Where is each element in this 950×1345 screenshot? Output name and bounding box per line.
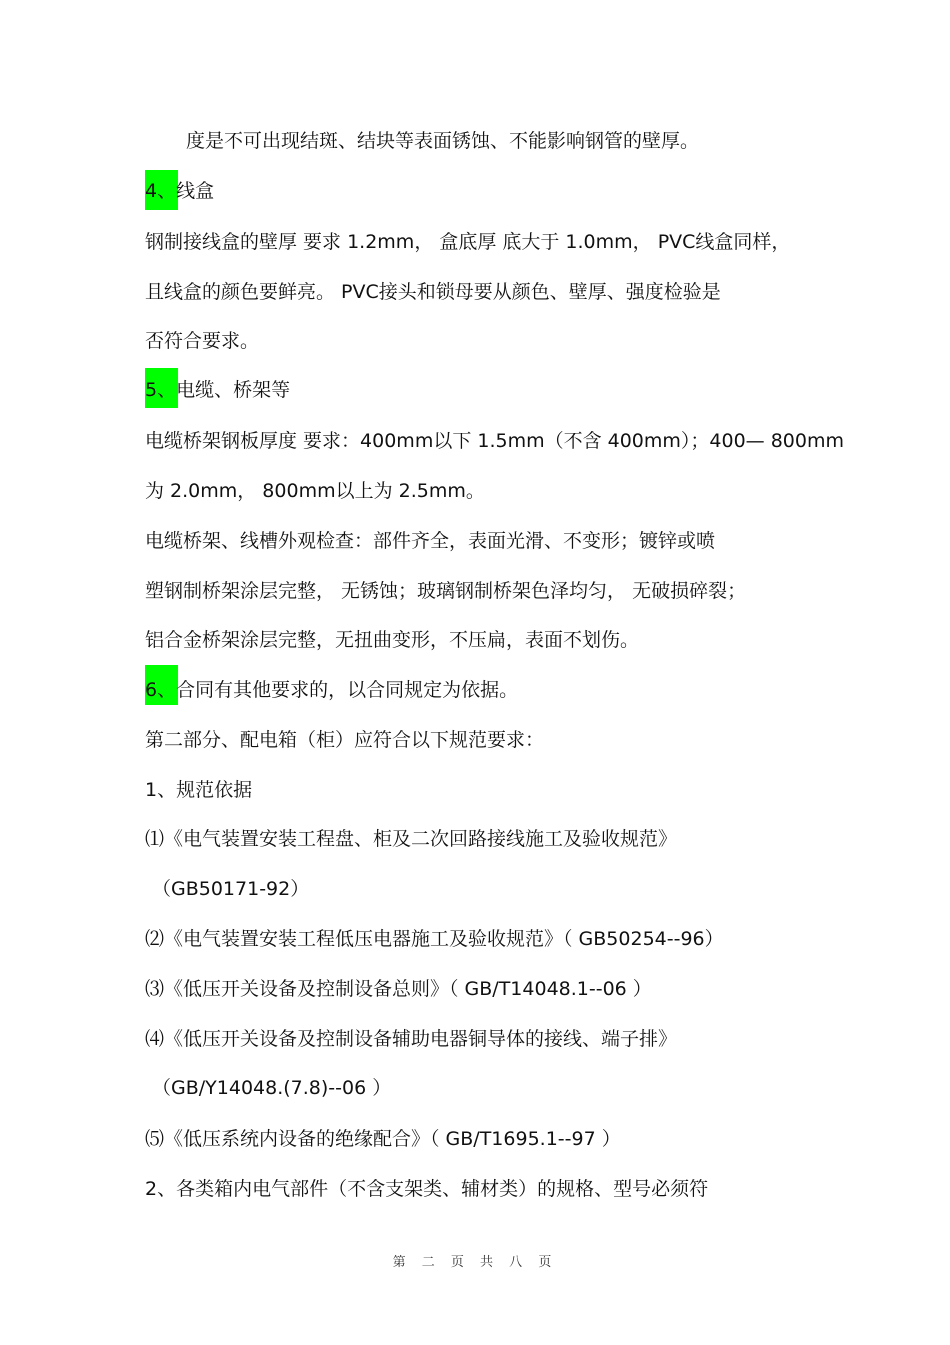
- section-heading-5: 5、电缆、桥架等: [145, 379, 291, 401]
- standard-code: （GB/Y14048.(7.8)--06 ）: [152, 1077, 392, 1099]
- paragraph-line: 电缆桥架、线槽外观检查：部件齐全，表面光滑、不变形；镀锌或喷: [145, 530, 716, 552]
- subsection-heading: 1、规范依据: [145, 779, 253, 801]
- paragraph-line: 塑钢制桥架涂层完整， 无锈蚀；玻璃钢制桥架色泽均匀， 无破损碎裂；: [145, 580, 747, 602]
- paragraph-line: 钢制接线盒的壁厚 要求 1.2mm， 盒底厚 底大于 1.0mm， PVC线盒同样，: [145, 231, 791, 253]
- section-heading-6: 6、合同有其他要求的，以合同规定为依据。: [145, 679, 519, 701]
- part-heading: 第二部分、配电箱（柜）应符合以下规范要求：: [145, 729, 545, 751]
- paragraph-line: 为 2.0mm， 800mm以上为 2.5mm。: [145, 480, 485, 502]
- section-heading-4: 4、线盒: [145, 180, 215, 202]
- standard-item: ⑵《电气装置安装工程低压电器施工及验收规范》（ GB50254--96）: [145, 928, 724, 950]
- paragraph-line: 电缆桥架钢板厚度 要求：400mm以下 1.5mm（不含 400mm）；400— 800mm: [145, 430, 845, 452]
- standard-item: ⑴《电气装置安装工程盘、柜及二次回路接线施工及验收规范》: [145, 828, 678, 850]
- paragraph-line: 否符合要求。: [145, 330, 260, 352]
- standard-code: （GB50171-92）: [152, 878, 310, 900]
- paragraph-line: 且线盒的颜色要鲜亮。 PVC接头和锁母要从颜色、壁厚、强度检验是: [145, 281, 721, 303]
- paragraph-line: 铝合金桥架涂层完整，无扭曲变形，不压扁，表面不划伤。: [145, 629, 640, 651]
- standard-item: ⑷《低压开关设备及控制设备辅助电器铜导体的接线、端子排》: [145, 1028, 678, 1050]
- paragraph-line: 度是不可出现结斑、结块等表面锈蚀、不能影响钢管的壁厚。: [186, 130, 700, 152]
- standard-item: ⑸《低压系统内设备的绝缘配合》（ GB/T1695.1--97 ）: [145, 1128, 621, 1150]
- page-footer: 第 二 页 共 八 页: [392, 1255, 558, 1270]
- standard-item: ⑶《低压开关设备及控制设备总则》（ GB/T14048.1--06 ）: [145, 978, 652, 1000]
- paragraph-line: 2、各类箱内电气部件（不含支架类、辅材类）的规格、型号必须符: [145, 1178, 709, 1200]
